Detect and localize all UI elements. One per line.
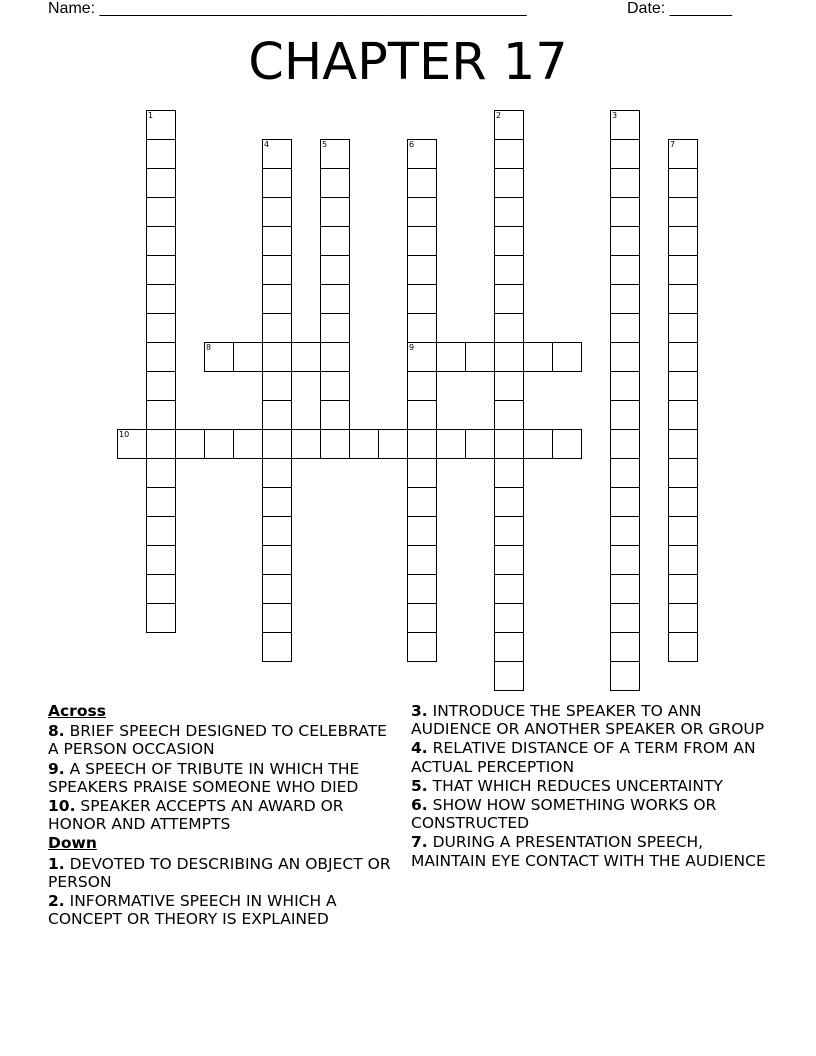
grid-cell[interactable] — [320, 226, 350, 256]
grid-cell[interactable] — [262, 226, 292, 256]
grid-cell[interactable] — [436, 429, 466, 459]
grid-cell[interactable] — [494, 371, 524, 401]
clue-text: INTRODUCE THE SPEAKER TO ANN AUDIENCE OR ANOTHER SPEAKER OR GROUP — [411, 702, 765, 739]
grid-cell[interactable] — [668, 545, 698, 575]
clue-text: A SPEECH OF TRIBUTE IN WHICH THE SPEAKERS PRAISE SOMEONE WHO DIED — [48, 759, 360, 796]
clue-number: 1. — [48, 854, 65, 873]
grid-cell[interactable] — [146, 574, 176, 604]
clue-number: 6. — [411, 796, 428, 815]
grid-cell[interactable] — [407, 371, 437, 401]
clue-number-label: 3 — [612, 111, 618, 120]
grid-cell[interactable] — [262, 574, 292, 604]
grid-cell[interactable] — [668, 284, 698, 314]
grid-cell[interactable] — [262, 458, 292, 488]
grid-cell[interactable] — [204, 429, 234, 459]
clue-text: DURING A PRESENTATION SPEECH, MAINTAIN EYE CONTACT WITH THE AUDIENCE — [411, 833, 766, 870]
grid-cell[interactable] — [262, 603, 292, 633]
clue-text: SHOW HOW SOMETHING WORKS OR CONSTRUCTED — [411, 796, 717, 833]
clue-across-10 — [48, 797, 398, 833]
grid-cell[interactable] — [494, 661, 524, 691]
grid-cell[interactable] — [668, 400, 698, 430]
grid-cell[interactable] — [610, 661, 640, 691]
grid-cell[interactable] — [494, 168, 524, 198]
grid-cell[interactable] — [117, 429, 147, 459]
grid-cell[interactable] — [320, 313, 350, 343]
grid-cell[interactable] — [349, 429, 379, 459]
clue-down-7 — [411, 833, 771, 869]
grid-cell[interactable] — [320, 284, 350, 314]
grid-cell[interactable] — [668, 516, 698, 546]
clue-number-label: 1 — [148, 111, 154, 120]
grid-cell[interactable] — [494, 458, 524, 488]
grid-cell[interactable] — [262, 313, 292, 343]
clue-number: 10. — [48, 797, 76, 816]
grid-cell[interactable] — [262, 516, 292, 546]
grid-cell[interactable] — [146, 603, 176, 633]
clue-number-label: 10 — [119, 430, 130, 439]
grid-cell[interactable] — [320, 429, 350, 459]
grid-cell[interactable] — [262, 342, 292, 372]
grid-cell[interactable] — [610, 545, 640, 575]
clue-number: 9. — [48, 759, 65, 778]
grid-cell[interactable] — [262, 284, 292, 314]
clue-across-9 — [48, 760, 398, 796]
page-title: CHAPTER 17 — [248, 33, 568, 92]
clue-number-label: 8 — [206, 343, 212, 352]
grid-cell[interactable] — [407, 574, 437, 604]
grid-cell[interactable] — [146, 313, 176, 343]
grid-cell[interactable] — [494, 429, 524, 459]
grid-cell[interactable] — [610, 400, 640, 430]
grid-cell[interactable] — [494, 574, 524, 604]
grid-cell[interactable] — [552, 342, 582, 372]
grid-cell[interactable] — [494, 487, 524, 517]
grid-cell[interactable] — [262, 545, 292, 575]
clue-down-1 — [48, 855, 398, 891]
grid-cell[interactable] — [610, 197, 640, 227]
grid-cell[interactable] — [610, 371, 640, 401]
grid-cell[interactable] — [668, 371, 698, 401]
grid-cell[interactable] — [146, 139, 176, 169]
grid-cell[interactable] — [494, 342, 524, 372]
grid-cell[interactable] — [407, 313, 437, 343]
grid-cell[interactable] — [668, 574, 698, 604]
grid-cell[interactable] — [668, 429, 698, 459]
grid-cell[interactable] — [610, 342, 640, 372]
grid-cell[interactable] — [146, 197, 176, 227]
grid-cell[interactable] — [262, 400, 292, 430]
grid-cell[interactable] — [407, 197, 437, 227]
clue-text: SPEAKER ACCEPTS AN AWARD OR HONOR AND ATTEMPTS — [48, 797, 344, 834]
grid-cell[interactable] — [668, 313, 698, 343]
grid-cell[interactable] — [320, 168, 350, 198]
grid-cell[interactable] — [262, 371, 292, 401]
grid-cell[interactable] — [407, 342, 437, 372]
grid-cell[interactable] — [146, 516, 176, 546]
grid-cell[interactable] — [320, 371, 350, 401]
grid-cell[interactable] — [407, 545, 437, 575]
grid-cell[interactable] — [262, 139, 292, 169]
grid-cell[interactable] — [494, 284, 524, 314]
clue-number: 3. — [411, 702, 428, 720]
grid-cell[interactable] — [320, 342, 350, 372]
grid-cell[interactable] — [610, 110, 640, 140]
grid-cell[interactable] — [262, 168, 292, 198]
grid-cell[interactable] — [407, 226, 437, 256]
grid-cell[interactable] — [320, 400, 350, 430]
clue-number: 5. — [411, 776, 428, 795]
clue-number-label: 5 — [322, 140, 328, 149]
grid-cell[interactable] — [407, 516, 437, 546]
grid-cell[interactable] — [146, 429, 176, 459]
grid-cell[interactable] — [668, 458, 698, 488]
grid-cell[interactable] — [668, 255, 698, 285]
clue-down-4 — [411, 739, 771, 775]
grid-cell[interactable] — [668, 603, 698, 633]
grid-cell[interactable] — [407, 168, 437, 198]
grid-cell[interactable] — [320, 255, 350, 285]
grid-cell[interactable] — [494, 400, 524, 430]
grid-cell[interactable] — [233, 342, 263, 372]
grid-cell[interactable] — [494, 545, 524, 575]
grid-cell[interactable] — [146, 284, 176, 314]
grid-cell[interactable] — [378, 429, 408, 459]
grid-cell[interactable] — [146, 110, 176, 140]
grid-cell[interactable] — [465, 342, 495, 372]
clue-across-8 — [48, 722, 398, 758]
grid-cell[interactable] — [146, 458, 176, 488]
grid-cell[interactable] — [523, 342, 553, 372]
clue-number-label: 9 — [409, 343, 415, 352]
clue-text: RELATIVE DISTANCE OF A TERM FROM AN ACTUAL PERCEPTION — [411, 739, 756, 776]
grid-cell[interactable] — [494, 226, 524, 256]
down-heading: Down — [48, 834, 97, 853]
grid-cell[interactable] — [523, 429, 553, 459]
grid-cell[interactable] — [610, 632, 640, 662]
grid-cell[interactable] — [494, 197, 524, 227]
grid-cell[interactable] — [407, 603, 437, 633]
clue-text: BRIEF SPEECH DESIGNED TO CELEBRATE A PERSON OCCASION — [48, 722, 387, 759]
grid-cell[interactable] — [146, 371, 176, 401]
clue-text: INFORMATIVE SPEECH IN WHICH A CONCEPT OR THEORY IS EXPLAINED — [48, 892, 337, 929]
grid-cell[interactable] — [610, 139, 640, 169]
grid-cell[interactable] — [610, 574, 640, 604]
grid-cell[interactable] — [610, 226, 640, 256]
grid-cell[interactable] — [233, 429, 263, 459]
across-heading: Across — [48, 702, 106, 720]
grid-cell[interactable] — [552, 429, 582, 459]
grid-cell[interactable] — [668, 197, 698, 227]
grid-cell[interactable] — [291, 429, 321, 459]
grid-cell[interactable] — [610, 168, 640, 198]
grid-cell[interactable] — [407, 487, 437, 517]
grid-cell[interactable] — [204, 342, 234, 372]
grid-cell[interactable] — [610, 603, 640, 633]
clue-number: 7. — [411, 833, 428, 852]
clues-left-column — [48, 702, 398, 929]
clue-number-label: 4 — [264, 140, 270, 149]
grid-cell[interactable] — [407, 284, 437, 314]
grid-cell[interactable] — [610, 284, 640, 314]
grid-cell[interactable] — [610, 516, 640, 546]
grid-cell[interactable] — [146, 255, 176, 285]
grid-cell[interactable] — [668, 168, 698, 198]
grid-cell[interactable] — [610, 255, 640, 285]
grid-cell[interactable] — [320, 139, 350, 169]
clue-text: DEVOTED TO DESCRIBING AN OBJECT OR PERSON — [48, 854, 391, 891]
grid-cell[interactable] — [262, 429, 292, 459]
grid-cell[interactable] — [407, 400, 437, 430]
grid-cell[interactable] — [494, 632, 524, 662]
clue-text: THAT WHICH REDUCES UNCERTAINTY — [432, 776, 723, 795]
grid-cell[interactable] — [668, 632, 698, 662]
grid-cell[interactable] — [146, 342, 176, 372]
date-field[interactable]: Date: _______ — [627, 0, 732, 17]
grid-cell[interactable] — [146, 168, 176, 198]
clue-number: 8. — [48, 722, 65, 741]
grid-cell[interactable] — [436, 342, 466, 372]
grid-cell[interactable] — [668, 139, 698, 169]
grid-cell[interactable] — [175, 429, 205, 459]
grid-cell[interactable] — [494, 516, 524, 546]
grid-cell[interactable] — [146, 400, 176, 430]
grid-cell[interactable] — [494, 255, 524, 285]
grid-cell[interactable] — [494, 110, 524, 140]
grid-cell[interactable] — [610, 487, 640, 517]
grid-cell[interactable] — [610, 429, 640, 459]
grid-cell[interactable] — [668, 342, 698, 372]
grid-cell[interactable] — [262, 255, 292, 285]
grid-cell[interactable] — [407, 139, 437, 169]
grid-cell[interactable] — [610, 458, 640, 488]
clue-down-6 — [411, 796, 771, 832]
grid-cell[interactable] — [494, 603, 524, 633]
clue-down-3 — [411, 702, 771, 738]
grid-cell[interactable] — [494, 313, 524, 343]
clue-number: 2. — [48, 892, 65, 911]
grid-cell[interactable] — [262, 632, 292, 662]
grid-cell[interactable] — [146, 545, 176, 575]
clue-down-2 — [48, 892, 398, 928]
grid-cell[interactable] — [320, 197, 350, 227]
grid-cell[interactable] — [610, 313, 640, 343]
clue-down-5 — [411, 777, 771, 795]
clue-number-label: 6 — [409, 140, 415, 149]
grid-cell[interactable] — [262, 197, 292, 227]
grid-cell[interactable] — [465, 429, 495, 459]
clue-number-label: 7 — [670, 140, 676, 149]
grid-cell[interactable] — [146, 487, 176, 517]
grid-cell[interactable] — [291, 342, 321, 372]
grid-cell[interactable] — [262, 487, 292, 517]
grid-cell[interactable] — [146, 226, 176, 256]
clues-right-column — [411, 702, 771, 871]
grid-cell[interactable] — [407, 458, 437, 488]
clue-number-label: 2 — [496, 111, 502, 120]
name-field[interactable]: Name: ________________________________________________ — [48, 0, 527, 17]
grid-cell[interactable] — [407, 632, 437, 662]
grid-cell[interactable] — [668, 226, 698, 256]
grid-cell[interactable] — [668, 487, 698, 517]
grid-cell[interactable] — [407, 429, 437, 459]
clue-number: 4. — [411, 739, 428, 758]
grid-cell[interactable] — [494, 139, 524, 169]
grid-cell[interactable] — [407, 255, 437, 285]
